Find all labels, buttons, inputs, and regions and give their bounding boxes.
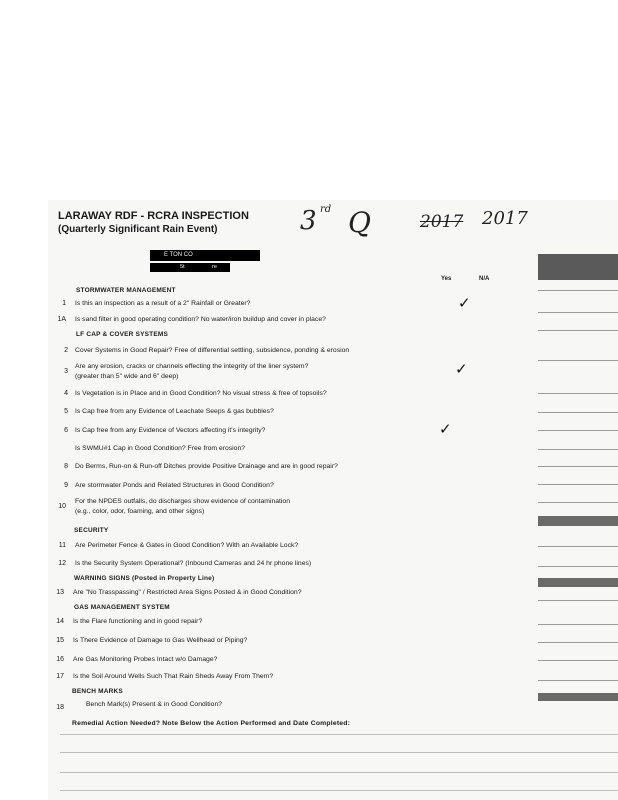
- table-rule: [538, 466, 618, 467]
- table-rule: [538, 642, 618, 643]
- question-text: Are any erosion, cracks or channels effecting the integrity of the liner system?: [75, 363, 309, 370]
- checkmark-q1: ✓: [458, 294, 471, 312]
- question-number: 14: [56, 618, 64, 625]
- question-text: Bench Mark(s) Present & in Good Condition?: [86, 701, 223, 708]
- table-rule: [538, 449, 618, 450]
- table-rule: [538, 412, 618, 413]
- question-number: 4: [64, 390, 68, 397]
- question-number: 11: [58, 542, 66, 549]
- remarks-line: [60, 772, 618, 773]
- handwritten-struck-year: 2017: [420, 212, 464, 232]
- question-text: Are Gas Monitoring Probes Intact w/o Damage?: [73, 656, 218, 663]
- question-text: Is sand filter in good operating condition? No water/iron buildup and cover in place?: [75, 316, 326, 323]
- question-text: Is SWMU#1 Cap in Good Condition? Free from erosion?: [75, 445, 245, 452]
- checkmark-q3: ✓: [455, 360, 468, 378]
- remarks-line: [60, 790, 618, 791]
- table-rule: [538, 290, 618, 291]
- section-lf-cap: LF CAP & COVER SYSTEMS: [76, 331, 169, 338]
- table-rule: [538, 624, 618, 625]
- form-title: LARAWAY RDF - RCRA INSPECTION: [58, 210, 249, 222]
- question-number: 3: [64, 368, 68, 375]
- section-warning: WARNING SIGNS (Posted in Property Line): [74, 575, 215, 582]
- question-number: 8: [64, 463, 68, 470]
- question-number: 18: [56, 704, 64, 711]
- col-na: N/A: [479, 276, 490, 282]
- question-text-cont: (greater than 5" wide and 6" deep): [75, 373, 179, 380]
- col-yes: Yes: [441, 276, 452, 282]
- table-rule: [538, 330, 618, 331]
- question-text: Is the Soil Around Wells Such That Rain Sheds Away From Them?: [73, 673, 274, 680]
- table-rule: [538, 393, 618, 394]
- question-number: 13: [56, 589, 64, 596]
- question-number: 16: [56, 656, 64, 663]
- table-rule: [538, 600, 618, 601]
- question-number: 1A: [57, 316, 66, 323]
- section-gas: GAS MANAGEMENT SYSTEM: [74, 604, 170, 611]
- remarks-line: [60, 752, 618, 753]
- handwritten-q: Q: [348, 206, 371, 239]
- table-rule: [538, 680, 618, 681]
- question-text: Are Perimeter Fence & Gates in Good Condition? With an Available Lock?: [75, 542, 299, 549]
- shaded-band: [538, 693, 618, 701]
- table-rule: [538, 484, 618, 485]
- question-text: Is There Evidence of Damage to Gas Wellhead or Piping?: [73, 637, 248, 644]
- question-text: Are stormwater Ponds and Related Structures in Good Condition?: [75, 482, 274, 489]
- question-text: Cover Systems in Good Repair? Free of differential settling, subsidence, ponding & erosion: [75, 347, 350, 354]
- question-text: Is the Flare functioning and in good repair?: [73, 618, 203, 625]
- table-rule: [538, 360, 618, 361]
- question-number: 2: [64, 347, 68, 354]
- question-text: Is Cap free from any Evidence of Leachate Seeps & gas bubbles?: [75, 408, 274, 415]
- question-text-cont: (e.g., color, odor, foaming, and other signs): [75, 508, 205, 515]
- question-number: 5: [64, 408, 68, 415]
- section-security: SECURITY: [74, 527, 109, 534]
- table-rule: [538, 660, 618, 661]
- table-rule: [538, 430, 618, 431]
- remedial-action-label: Remedial Action Needed? Note Below the Action Performed and Date Completed:: [72, 720, 351, 727]
- question-text: Do Berms, Run-on & Run-off Ditches provide Positive Drainage and are in good repair?: [75, 463, 338, 470]
- section-bench: BENCH MARKS: [72, 688, 123, 695]
- shaded-band: [538, 516, 618, 526]
- section-stormwater: STORMWATER MANAGEMENT: [76, 287, 176, 294]
- handwritten-suffix: rd: [320, 204, 332, 215]
- question-number: 15: [56, 637, 64, 644]
- table-rule: [538, 312, 618, 313]
- remarks-line: [60, 734, 618, 735]
- question-text: For the NPDES outfalls, do discharges show evidence of contamination: [75, 498, 290, 505]
- question-number: 1: [62, 300, 66, 307]
- redacted-fragment: 5t: [180, 264, 185, 270]
- form-subtitle: (Quarterly Significant Rain Event): [58, 224, 218, 235]
- question-text: Is the Security System Operational? (Inbound Cameras and 24 hr phone lines): [75, 560, 312, 567]
- table-rule: [538, 546, 618, 547]
- table-rule: [538, 502, 618, 503]
- handwritten-quarter: 3: [300, 206, 317, 236]
- question-text: Are "No Trasspassing" / Restricted Area Signs Posted & in Good Condition?: [73, 589, 302, 596]
- handwritten-year: 2017: [482, 208, 528, 229]
- question-number: 12: [58, 560, 66, 567]
- question-number: 6: [64, 427, 68, 434]
- question-text: Is Cap free from any Evidence of Vectors affecting it's integrity?: [75, 427, 266, 434]
- redacted-fragment: E TON CO: [164, 252, 193, 258]
- question-number: 17: [56, 673, 64, 680]
- question-number: 9: [64, 482, 68, 489]
- shaded-band: [538, 578, 618, 587]
- table-rule: [538, 566, 618, 567]
- question-text: Is Vegetation is in Place and in Good Condition? No visual stress & free of topsoils?: [75, 390, 327, 397]
- header-band: [538, 254, 618, 280]
- redacted-fragment: re: [212, 264, 217, 270]
- question-number: 10: [58, 503, 66, 510]
- question-text: Is this an inspection as a result of a 2" Rainfall or Greater?: [75, 300, 251, 307]
- checkmark-q6: ✓: [439, 420, 452, 438]
- redaction-bar: [150, 263, 230, 272]
